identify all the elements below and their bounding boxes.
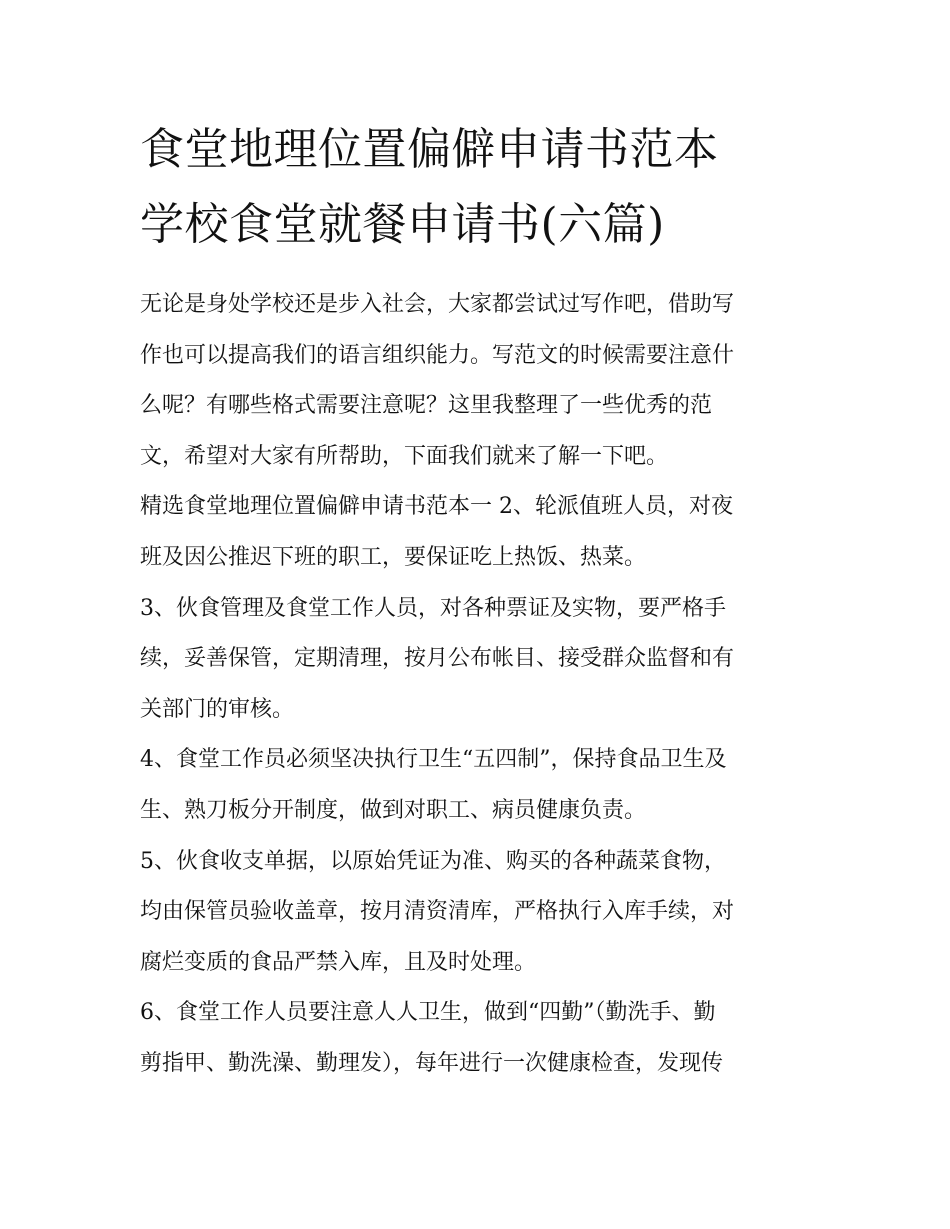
text-line: 无论是身处学校还是步入社会，大家都尝试过写作吧，借助写 <box>140 292 735 317</box>
text-line: 作也可以提高我们的语言组织能力。写范文的时候需要注意什 <box>140 342 735 368</box>
text-line: 精选食堂地理位置偏僻申请书范本一 2、轮派值班人员，对夜 <box>140 494 733 520</box>
text-line: 腐烂变质的食品严禁入库，且及时处理。 <box>140 949 537 975</box>
paragraph-item-4 <box>140 735 830 836</box>
text-line: 关部门的审核。 <box>140 696 295 722</box>
paragraph-intro <box>140 280 830 482</box>
document-body <box>140 280 830 1090</box>
paragraph-item-5 <box>140 837 830 989</box>
text-line: 么呢？有哪些格式需要注意呢？这里我整理了一些优秀的范 <box>140 393 713 419</box>
title-line: 食堂地理位置偏僻申请书范本 <box>140 124 719 175</box>
text-line: 4、食堂工作员必须坚决执行卫生“五四制”，保持食品卫生及 <box>140 747 727 773</box>
text-line: 3、伙食管理及食堂工作人员，对各种票证及实物，要严格手 <box>140 595 726 621</box>
text-line: 文，希望对大家有所帮助，下面我们就来了解一下吧。 <box>140 443 669 469</box>
paragraph-item-6 <box>140 988 830 1089</box>
paragraph-item-3 <box>140 584 830 736</box>
text-line: 剪指甲、勤洗澡、勤理发），每年进行一次健康检查，发现传 <box>140 1050 724 1076</box>
title-line: 学校食堂就餐申请书(六篇) <box>140 199 665 250</box>
document-title <box>140 112 830 262</box>
text-line: 5、伙食收支单据，以原始凭证为准、购买的各种蔬菜食物， <box>140 848 726 874</box>
text-line: 均由保管员验收盖章，按月清资清库，严格执行入库手续，对 <box>140 899 735 925</box>
text-line: 班及因公推迟下班的职工，要保证吃上热饭、热菜。 <box>140 544 647 570</box>
text-line: 续，妥善保管，定期清理，按月公布帐目、接受群众监督和有 <box>140 646 735 672</box>
text-line: 6、食堂工作人员要注意人人卫生，做到“四勤”（勤洗手、勤 <box>140 1000 716 1026</box>
paragraph-item-2 <box>140 482 830 583</box>
text-line: 生、熟刀板分开制度，做到对职工、病员健康负责。 <box>140 797 647 823</box>
